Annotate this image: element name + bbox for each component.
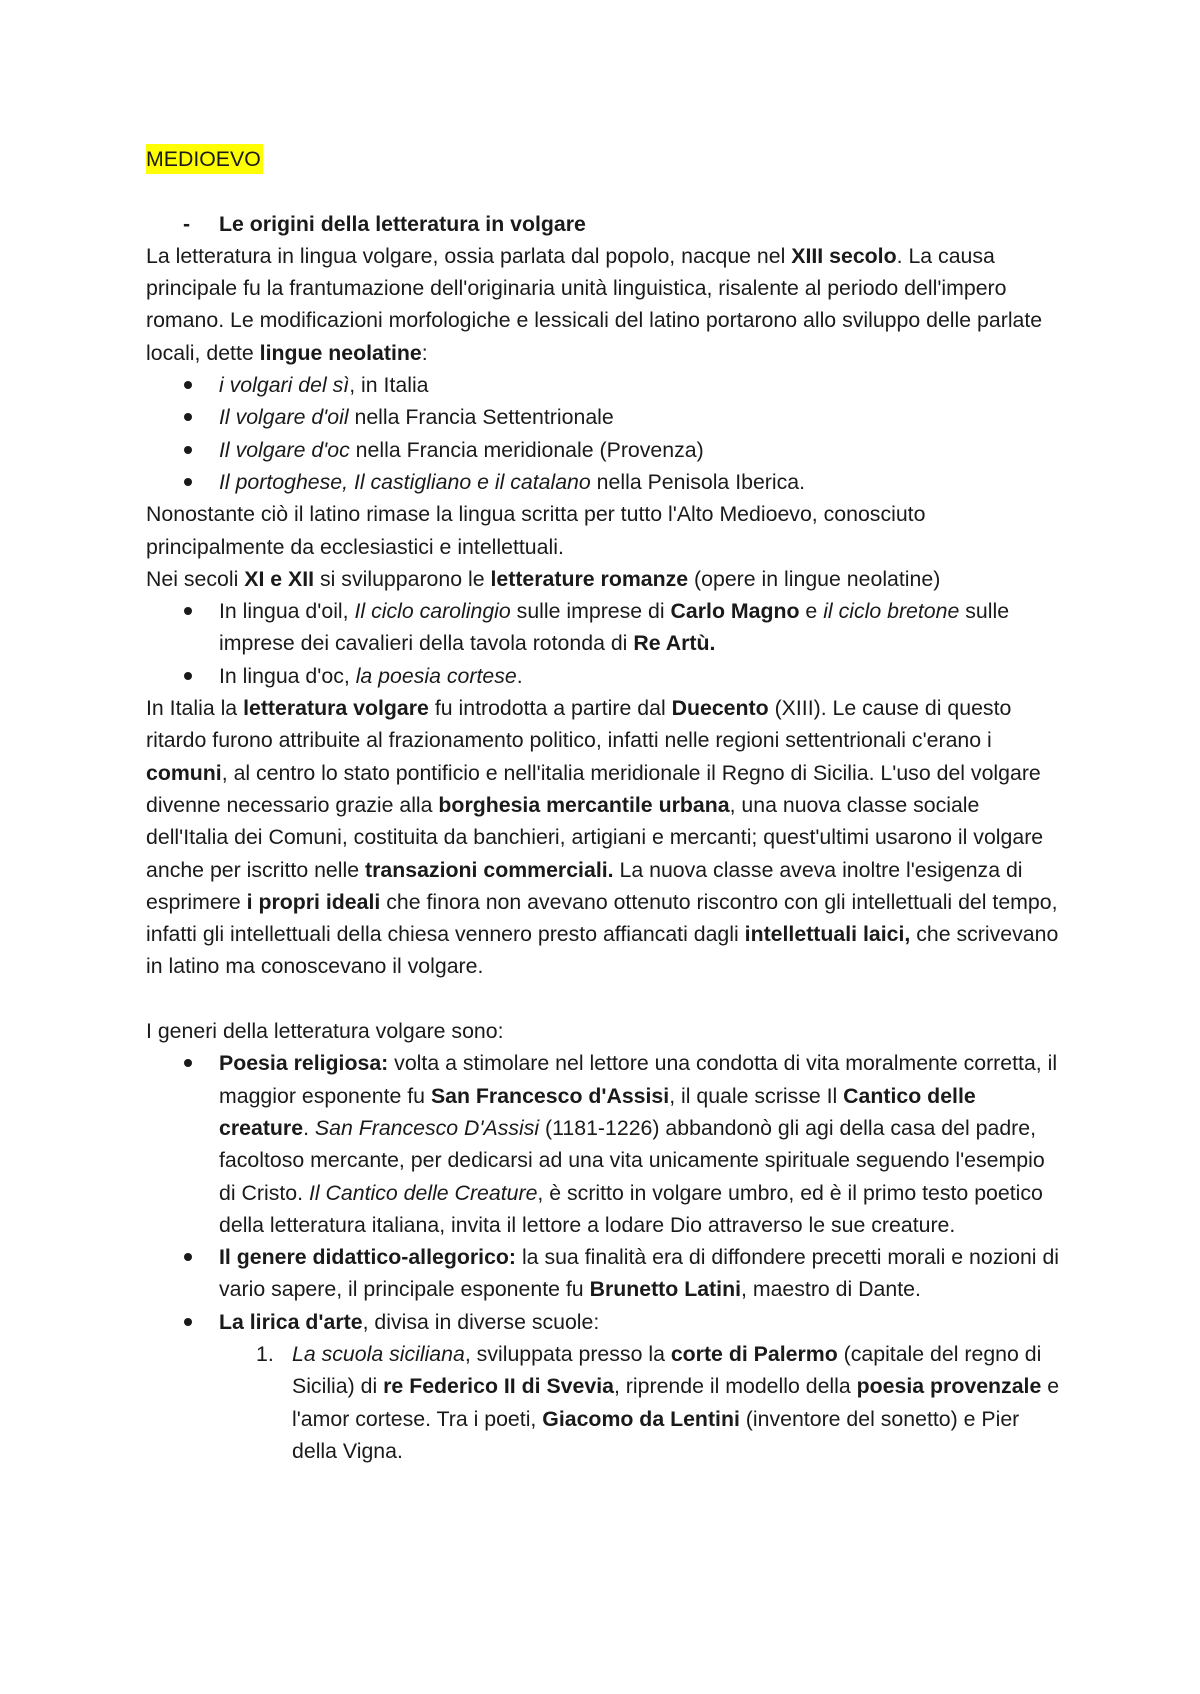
text-run: (opere in lingue neolatine) bbox=[688, 566, 941, 591]
list-neolatin-languages bbox=[146, 369, 1066, 498]
bold-text: La lirica d'arte bbox=[219, 1309, 363, 1334]
list-item bbox=[146, 1241, 1066, 1306]
list-item bbox=[146, 595, 1066, 660]
text-run: . bbox=[303, 1115, 315, 1140]
text-run: In lingua d'oil, bbox=[219, 599, 355, 624]
bullet-icon bbox=[184, 672, 192, 680]
bold-text: comuni bbox=[146, 760, 222, 785]
bold-text: transazioni commerciali. bbox=[365, 857, 614, 882]
list-item bbox=[146, 434, 1066, 466]
bold-text: letterature romanze bbox=[490, 566, 689, 591]
text-run: e bbox=[799, 599, 824, 624]
text-run: . La causa principale fu la frantumazione dell'originaria unità linguistica, risalente al periodo dell'impero romano. Le modificazioni morfologiche e lessicali del latino portarono allo sviluppo delle parlate locali, dette bbox=[146, 243, 1043, 365]
italic-text: Il portoghese, Il castigliano e il catalano bbox=[219, 469, 591, 494]
bold-text: lingue neolatine bbox=[259, 340, 422, 365]
bold-text: Giacomo da Lentini bbox=[542, 1406, 740, 1431]
bold-text: borghesia mercantile urbana bbox=[438, 792, 730, 817]
italic-text: Il Cantico delle Creature bbox=[308, 1180, 538, 1205]
text-run: e l'amor cortese. Tra i poeti, bbox=[292, 1374, 1060, 1431]
list-item bbox=[146, 466, 1066, 498]
text-run: I generi della letteratura volgare sono: bbox=[146, 1019, 504, 1044]
bullet-icon bbox=[184, 1059, 192, 1067]
bullet-icon bbox=[184, 446, 192, 454]
section-heading bbox=[146, 208, 1066, 240]
section-heading-text: Le origini della letteratura in volgare bbox=[219, 211, 586, 236]
bold-text: Poesia religiosa: bbox=[219, 1051, 389, 1076]
bold-text: corte di Palermo bbox=[670, 1341, 838, 1366]
list-item bbox=[146, 401, 1066, 433]
text-run: nella Penisola Iberica. bbox=[590, 469, 806, 494]
bold-text: San Francesco d'Assisi bbox=[430, 1083, 670, 1108]
italic-text: Il ciclo carolingio bbox=[354, 599, 511, 624]
text-run: nella Francia Settentrionale bbox=[348, 405, 614, 430]
numbered-item bbox=[146, 1338, 1066, 1467]
bold-text: XI e XII bbox=[244, 566, 315, 591]
item-number: 1. bbox=[256, 1341, 274, 1366]
text-run: In Italia la bbox=[146, 696, 244, 721]
text-run: , riprende il modello della bbox=[613, 1374, 857, 1399]
list-lyric-schools bbox=[146, 1338, 1066, 1467]
italic-text: i volgari del sì bbox=[219, 373, 350, 398]
text-run: , divisa in diverse scuole: bbox=[362, 1309, 600, 1334]
list-item bbox=[146, 1047, 1066, 1241]
paragraph-latin bbox=[146, 498, 1066, 563]
text-run: (1181-1226) abbandonò gli agi della casa del padre, facoltoso mercante, per dedicarsi ad una vita unicamente spirituale seguendo l'esempio di Cristo. bbox=[219, 1115, 1045, 1205]
text-run: Nonostante ciò il latino rimase la lingua scritta per tutto l'Alto Medioevo, conosciuto principalmente da ecclesiastici e intellettuali. bbox=[146, 502, 926, 559]
blank-line bbox=[146, 983, 1066, 1015]
text-run: la sua finalità era di diffondere precetti morali e nozioni di vario sapere, il principale esponente fu bbox=[219, 1245, 1060, 1302]
bold-text: letteratura volgare bbox=[243, 696, 429, 721]
text-run: La letteratura in lingua volgare, ossia parlata dal popolo, nacque nel bbox=[146, 243, 792, 268]
italic-text: la poesia cortese bbox=[355, 663, 517, 688]
text-run: : bbox=[421, 340, 428, 365]
text-run: sulle imprese dei cavalieri della tavola rotonda di bbox=[219, 599, 1010, 656]
paragraph-romance bbox=[146, 563, 1066, 595]
italic-text: Il volgare d'oil bbox=[219, 405, 349, 430]
text-run: (capitale del regno di Sicilia) di bbox=[292, 1341, 1042, 1399]
text-run: (inventore del sonetto) e Pier della Vigna. bbox=[292, 1406, 1020, 1463]
text-run: si svilupparono le bbox=[314, 566, 491, 591]
bold-text: poesia provenzale bbox=[856, 1374, 1042, 1399]
text-run: sulle imprese di bbox=[510, 599, 671, 624]
italic-text: il ciclo bretone bbox=[823, 599, 960, 624]
bold-text: re Federico II di Svevia bbox=[383, 1374, 614, 1399]
text-run: , è scritto in volgare umbro, ed è il primo testo poetico della letteratura italiana, invita il lettore a lodare Dio attraverso le sue creature. bbox=[219, 1180, 1043, 1237]
text-run: volta a stimolare nel lettore una condotta di vita moralmente corretta, il maggior esponente fu bbox=[219, 1051, 1058, 1108]
text-run: fu introdotta a partire dal bbox=[428, 696, 672, 721]
bold-text: intellettuali laici, bbox=[744, 922, 911, 947]
text-run: , in Italia bbox=[349, 373, 429, 398]
text-run: che finora non avevano ottenuto riscontro con gli intellettuali del tempo, infatti gli intellettuali della chiesa vennero presto affiancati dagli bbox=[146, 889, 1058, 947]
paragraph-genres bbox=[146, 1015, 1066, 1047]
list-item bbox=[146, 369, 1066, 401]
paragraph-origins bbox=[146, 240, 1066, 369]
bold-text: i propri ideali bbox=[246, 889, 381, 914]
bold-text: Duecento bbox=[671, 696, 769, 721]
bullet-icon bbox=[184, 1318, 192, 1326]
italic-text: Il volgare d'oc bbox=[219, 437, 350, 462]
text-run: . bbox=[516, 663, 523, 688]
bold-text: Cantico delle creature bbox=[219, 1083, 976, 1140]
bold-text: Brunetto Latini bbox=[589, 1277, 741, 1302]
dash-marker: - bbox=[183, 211, 191, 236]
text-run: La nuova classe aveva inoltre l'esigenza di esprimere bbox=[146, 857, 1023, 914]
text-run: , il quale scrisse Il bbox=[669, 1083, 844, 1108]
list-genres bbox=[146, 1047, 1066, 1338]
document-body bbox=[146, 143, 1066, 1467]
text-run: , sviluppata presso la bbox=[464, 1341, 671, 1366]
bullet-icon bbox=[184, 478, 192, 486]
bullet-icon bbox=[184, 1253, 192, 1261]
text-run: In lingua d'oc, bbox=[219, 663, 356, 688]
text-run: , maestro di Dante. bbox=[741, 1277, 921, 1302]
bullet-icon bbox=[184, 413, 192, 421]
bullet-icon bbox=[184, 607, 192, 615]
text-run: che scrivevano in latino ma conoscevano il volgare. bbox=[146, 922, 1059, 979]
list-item bbox=[146, 1306, 1066, 1338]
document-title: MEDIOEVO bbox=[146, 144, 263, 174]
bold-text: Carlo Magno bbox=[670, 599, 800, 624]
bold-text: Il genere didattico-allegorico: bbox=[219, 1245, 517, 1270]
text-run: (XIII). Le cause di questo ritardo furono attribuite al frazionamento politico, infatti nelle regioni settentrionali c'erano i bbox=[146, 696, 1012, 753]
text-run: Nei secoli bbox=[146, 566, 245, 591]
italic-text: San Francesco D'Assisi bbox=[314, 1115, 540, 1140]
text-run: , al centro lo stato pontificio e nell'italia meridionale il Regno di Sicilia. L'uso del volgare divenne necessario grazie alla bbox=[146, 760, 1041, 817]
blank-line bbox=[146, 175, 1066, 207]
text-run: , una nuova classe sociale dell'Italia dei Comuni, costituita da banchieri, artigiani e mercanti; quest'ultimi usarono il volgare anche per iscritto nelle bbox=[146, 792, 1044, 882]
text-run: nella Francia meridionale (Provenza) bbox=[349, 437, 704, 462]
paragraph-italy bbox=[146, 692, 1066, 983]
bullet-icon bbox=[184, 381, 192, 389]
list-romance-cycles bbox=[146, 595, 1066, 692]
bold-text: Re Artù. bbox=[633, 631, 716, 656]
bold-text: XIII secolo bbox=[791, 243, 897, 268]
italic-text: La scuola siciliana bbox=[292, 1341, 465, 1366]
list-item bbox=[146, 660, 1066, 692]
